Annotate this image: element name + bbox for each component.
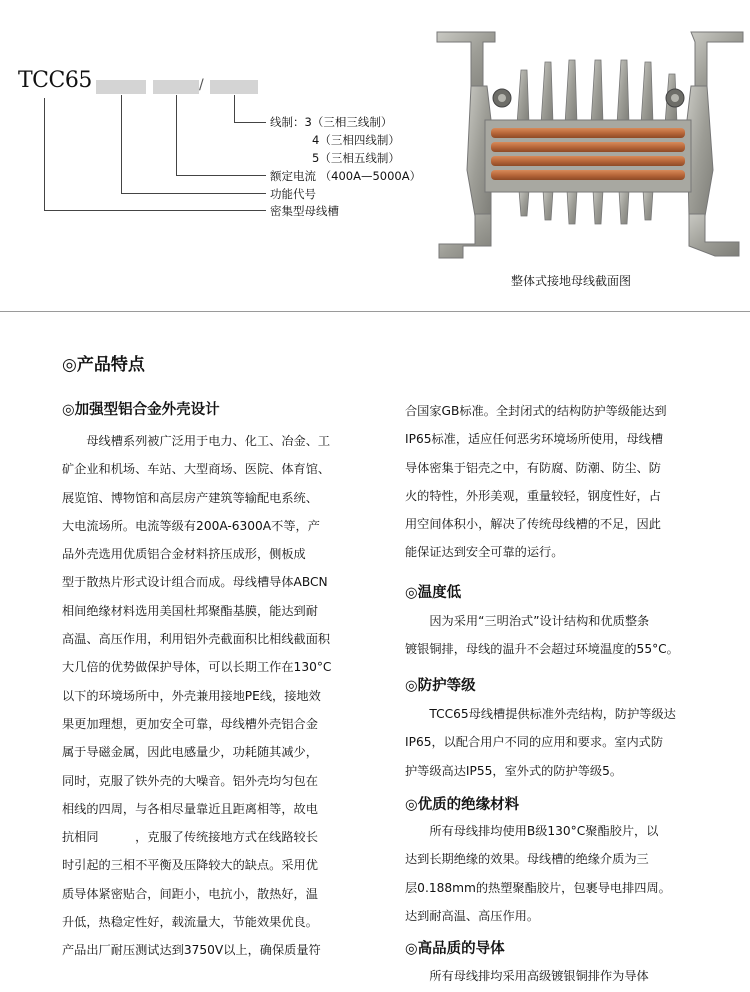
heading-aluminum-shell: ◎加强型铝合金外壳设计 (62, 402, 220, 418)
text-line: 相线的四周，与各相尽量靠近且距离相等，故电 (62, 801, 318, 816)
heading-protection-level: ◎防护等级 (405, 678, 476, 694)
code-box-current (153, 80, 199, 94)
text-line: 果更加理想，更加安全可靠，母线槽外壳铝合金 (62, 716, 318, 731)
section-divider (0, 311, 750, 312)
legend-wire: 线制：3（三相三线制） (270, 115, 393, 129)
heading-insulation: ◎优质的绝缘材料 (405, 797, 520, 813)
text-line: 属于导磁金属，因此电感量少，功耗随其减少， (62, 745, 318, 760)
paragraph-insulation (405, 817, 671, 930)
legend-current: 额定电流 （400A—5000A） (270, 169, 422, 183)
text-line: 合国家GB标准。全封闭式的结构防护等级能达到 (405, 404, 667, 418)
model-code-diagram (0, 0, 750, 310)
paragraph-conductor (405, 962, 649, 990)
text-line: 所有母线排均采用高级镀银铜排作为导体 (405, 969, 649, 983)
section-title: ◎产品特点 (62, 355, 145, 375)
leader-line (176, 175, 266, 176)
legend-type: 密集型母线槽 (270, 204, 339, 218)
legend-wire-5: 5（三相五线制） (312, 151, 400, 165)
figure-caption: 整体式接地母线截面图 (511, 274, 632, 288)
text-line: 导体密集于铝壳之中，有防腐、防潮、防尘、防 (405, 460, 661, 475)
leader-line (176, 95, 177, 175)
text-line: IP65标准，适应任何恶劣环境场所使用，母线槽 (405, 432, 664, 447)
legend-function: 功能代号 (270, 187, 316, 201)
leader-line (44, 98, 45, 210)
text-line: 镀银铜排，母线的温升不会超过环境温度的55°C。 (405, 642, 679, 657)
text-line: 相间绝缘材料选用美国杜邦聚酯基膜，能达到耐 (62, 603, 318, 618)
leader-line (44, 210, 266, 211)
text-line: 升低，热稳定性好，载流量大，节能效果优良。 (62, 915, 318, 930)
text-line: 展览馆、博物馆和高层房产建筑等输配电系统、 (62, 490, 318, 505)
text-line: 矿企业和机场、车站、大型商场、医院、体育馆、 (62, 462, 331, 477)
heading-conductor: ◎高品质的导体 (405, 941, 505, 957)
text-line: 能保证达到安全可靠的运行。 (405, 545, 564, 560)
text-line: 因为采用“三明治式”设计结构和优质整条 (405, 614, 650, 628)
text-line: 所有母线排均使用B级130°C聚酯胶片，以 (405, 824, 659, 838)
paragraph-protection-level (405, 700, 676, 785)
text-line: 达到长期绝缘的效果。母线槽的绝缘介质为三 (405, 852, 649, 867)
text-line: TCC65母线槽提供标准外壳结构，防护等级达 (405, 707, 676, 721)
text-line: 品外壳选用优质铝合金材料挤压成形，侧板成 (62, 547, 306, 562)
text-line: 用空间体积小，解决了传统母线槽的不足，因此 (405, 517, 661, 532)
heading-low-temperature: ◎温度低 (405, 585, 462, 601)
text-line: 抗相同 ，克服了传统接地方式在线路较长 (62, 830, 318, 845)
paragraph-aluminum-shell-cont (405, 397, 667, 567)
busbar-cross-section-image (425, 20, 750, 265)
legend-wire-4: 4（三相四线制） (312, 133, 400, 147)
text-line: 护等级高达IP55，室外式的防护等级5。 (405, 763, 623, 778)
text-line: 大电流场所。电流等级有200A-6300A不等，产 (62, 518, 320, 533)
text-line: 大几倍的优势做保护导体，可以长期工作在130°C (62, 660, 332, 675)
paragraph-low-temperature (405, 607, 679, 664)
leader-line (121, 193, 266, 194)
text-line: 同时，克服了铁外壳的大噪音。铝外壳均匀包在 (62, 773, 318, 788)
text-line: 高温、高压作用，利用铝外壳截面积比相线截面积 (62, 632, 331, 647)
paragraph-aluminum-shell (62, 427, 331, 965)
text-line: 型于散热片形式设计组合而成。母线槽导体ABCN (62, 575, 328, 590)
leader-line (234, 95, 235, 122)
text-line: IP65，以配合用户不同的应用和要求。室内式防 (405, 735, 664, 750)
leader-line (121, 95, 122, 193)
code-box-wire (210, 80, 258, 94)
leader-line (234, 122, 266, 123)
text-line: 火的特性，外形美观，重量较轻，钢度性好，占 (405, 488, 661, 503)
code-slash: / (199, 77, 204, 93)
text-line: 产品出厂耐压测试达到3750V以上，确保质量符 (62, 943, 321, 958)
text-line: 质导体紧密贴合，间距小，电抗小，散热好，温 (62, 886, 318, 901)
text-line: 达到耐高温、高压作用。 (405, 908, 540, 923)
model-code: TCC65 (18, 68, 92, 93)
text-line: 母线槽系列被广泛用于电力、化工、冶金、工 (62, 434, 331, 448)
text-line: 时引起的三相不平衡及压降较大的缺点。采用优 (62, 858, 318, 873)
text-line: 以下的环境场所中，外壳兼用接地PE线，接地效 (62, 688, 321, 703)
text-line: 层0.188mm的热塑聚酯胶片，包裹导电排四周。 (405, 880, 671, 895)
code-box-type (96, 80, 146, 94)
